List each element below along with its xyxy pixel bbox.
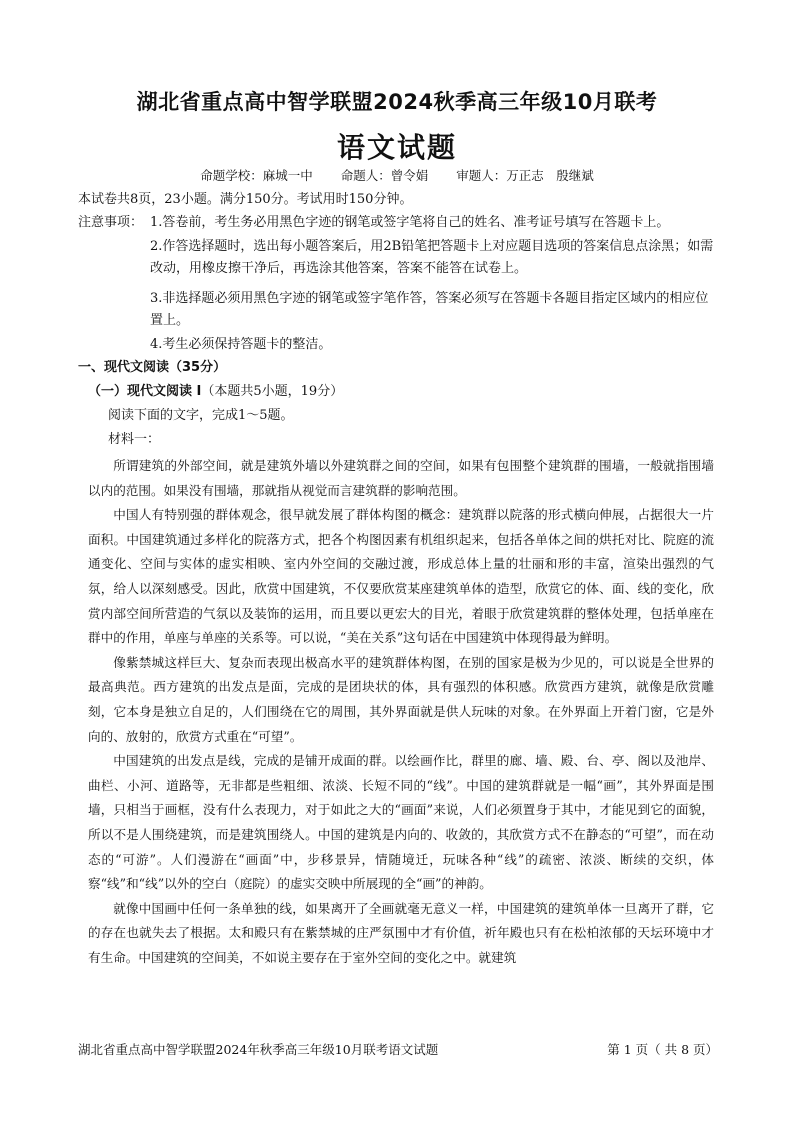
- notes-heading: 注意事项：: [78, 215, 144, 230]
- passage-paragraph: 所谓建筑的外部空间，就是建筑外墙以外建筑群之间的空间，如果有包围整个建筑群的围墙，一般就指围墙以内的范围。如果没有围墙，那就指从视觉而言建筑群的影响范围。: [88, 458, 714, 498]
- passage-paragraph: 中国人有特别强的群体观念，很早就发展了群体构图的概念：建筑群以院落的形式横向伸展，占据很大一片面积。中国建筑通过多样化的院落方式，把各个构图因素有机组织起来，包括各单体之间的烘托对比、院庭的流通变化、空间与实体的虚实相映、室内外空间的交融过渡，形成总体上量的壮丽和形的丰富，渲染出强烈的气氛，给人以深刻感受。因此，欣赏中国建筑，不仅要欣赏某座建筑单体的造型，欣赏它的体、面、线的变化，欣赏内部空间所营造的气氛以及装饰的运用，而且要以更宏大的目光，着眼于欣赏建筑群的整体处理，包括单座在群中的作用，单座与单座的关系等。可以说，“美在关系”这句话在中国建筑中体现得最为鲜明。: [88, 507, 714, 646]
- credit-author: 命题人：曾令娟: [340, 168, 429, 183]
- exam-info: 本试卷共8页，23小题。满分150分。考试用时150分钟。: [78, 192, 413, 207]
- note-item: 4.考生必须保持答题卡的整洁。: [150, 337, 332, 352]
- note-item: 1.答卷前，考生务必用黑色字迹的钢笔或签字笔将自己的姓名、准考证号填写在答题卡上。: [150, 215, 670, 230]
- material-label: 材料一：: [108, 432, 161, 447]
- passage-paragraph: 像紫禁城这样巨大、复杂而表现出极高水平的建筑群体构图，在别的国家是极为少见的，可以说是全世界的最高典范。西方建筑的出发点是面，完成的是团块状的体，具有强烈的体积感。欣赏西方建筑，就像是欣赏雕刻，它本身是独立自足的，人们围绕在它的周围，其外界面就是供人玩味的对象。在外界面上开着门窗，它是外向的、放射的，欣赏方式重在“可望”。: [88, 654, 714, 744]
- credits-line: [0, 166, 794, 184]
- credit-school: 命题学校：麻城一中: [200, 168, 313, 183]
- passage-paragraph: 就像中国画中任何一条单独的线，如果离开了全画就毫无意义一样，中国建筑的建筑单体一旦离开了群，它的存在也就失去了根据。太和殿只有在紫禁城的庄严氛围中才有价值，祈年殿也只有在松柏浓郁的天坛环境中才有生命。中国建筑的空间美，不如说主要存在于室外空间的变化之中。就建筑: [88, 900, 714, 965]
- part-detail: （本题共5小题，19分）: [201, 384, 344, 399]
- footer-page-number: 第 1 页（ 共 8 页）: [607, 1042, 718, 1057]
- credit-reviewer: 审题人：万正志 殷继斌: [456, 168, 594, 183]
- reading-instruction: 阅读下面的文字，完成1～5题。: [108, 408, 294, 423]
- part-heading: [88, 380, 343, 399]
- footer-exam-name: 湖北省重点高中智学联盟2024年秋季高三年级10月联考语文试题: [78, 1042, 439, 1057]
- note-item: 3.非选择题必须用黑色字迹的钢笔或签字笔作答，答案必须写在答题卡各题目指定区域内的相应位置上。: [150, 291, 709, 328]
- part-label: （一）现代文阅读 I: [88, 384, 202, 399]
- exam-subject-title: 语文试题: [336, 131, 457, 164]
- note-item: 2.作答选择题时，选出每小题答案后，用2B铅笔把答题卡上对应题目选项的答案信息点涂黑；如需改动，用橡皮擦干净后，再选涂其他答案，答案不能答在试卷上。: [150, 239, 714, 276]
- section-heading: 一、现代文阅读（35分）: [78, 360, 227, 375]
- exam-title: 湖北省重点高中智学联盟2024秋季高三年级10月联考: [136, 90, 658, 114]
- passage-paragraph: 中国建筑的出发点是线，完成的是铺开成面的群。以绘画作比，群里的廊、墙、殿、台、亭、阁以及池岸、曲栏、小河、道路等，无非都是些粗细、浓淡、长短不同的“线”。中国的建筑群就是一幅“画”，其外界面是围墙，只相当于画框，没有什么表现力，对于如此之大的“画面”来说，人们必须置身于其中，才能见到它的面貌，所以不是人围绕建筑，而是建筑围绕人。中国的建筑是内向的、收敛的，其欣赏方式不在静态的“可望”，而在动态的“可游”。人们漫游在“画面”中，步移景异，情随境迁，玩味各种“线”的疏密、浓淡、断续的交织，体察“线”和“线”以外的空白（庭院）的虚实交映中所展现的全“画”的神韵。: [88, 753, 714, 892]
- passage-body: [88, 454, 714, 970]
